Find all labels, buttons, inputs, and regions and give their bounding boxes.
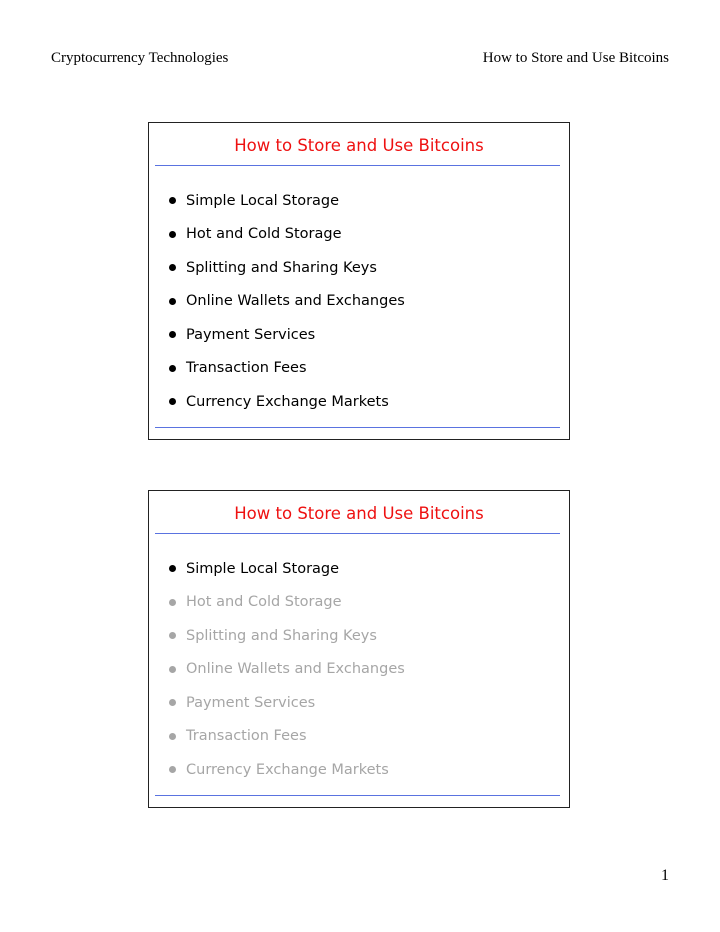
list-item [169,385,405,419]
bullet-text: Hot and Cold Storage [186,226,342,243]
bullet-text: Payment Services [186,326,316,343]
slide-1 [148,122,570,440]
bullet-text: Transaction Fees [186,728,307,745]
bullet-text: Online Wallets and Exchanges [186,661,405,678]
bullet-icon [169,733,176,740]
list-item [169,184,405,218]
bullet-text: Currency Exchange Markets [186,761,389,778]
title-divider [155,533,560,534]
bullet-icon [169,632,176,639]
title-divider [155,165,560,166]
bullet-list [169,184,405,419]
list-item [169,352,405,386]
list-item [169,586,405,620]
list-item [169,318,405,352]
bullet-list [169,552,405,787]
page-number: 1 [661,867,669,884]
list-item [169,653,405,687]
footer-divider [155,427,560,428]
list-item [169,552,405,586]
bullet-text: Hot and Cold Storage [186,594,342,611]
bullet-icon [169,766,176,773]
page-header-left: Cryptocurrency Technologies [51,50,229,66]
bullet-text: Transaction Fees [186,360,307,377]
list-item [169,753,405,787]
bullet-icon [169,599,176,606]
bullet-text: Online Wallets and Exchanges [186,293,405,310]
list-item [169,251,405,285]
slide-2 [148,490,570,808]
bullet-text: Payment Services [186,694,316,711]
list-item [169,720,405,754]
bullet-icon [169,331,176,338]
bullet-icon [169,666,176,673]
page-header-right: How to Store and Use Bitcoins [482,50,669,66]
bullet-icon [169,365,176,372]
list-item [169,285,405,319]
bullet-icon [169,298,176,305]
bullet-icon [169,699,176,706]
slide-title: How to Store and Use Bitcoins [234,136,484,155]
bullet-icon [169,231,176,238]
bullet-icon [169,565,176,572]
bullet-text: Splitting and Sharing Keys [186,259,377,276]
bullet-text: Currency Exchange Markets [186,393,389,410]
list-item [169,686,405,720]
bullet-text: Simple Local Storage [186,560,340,577]
list-item [169,619,405,653]
list-item [169,218,405,252]
bullet-text: Splitting and Sharing Keys [186,627,377,644]
slide-title: How to Store and Use Bitcoins [234,504,484,523]
bullet-text: Simple Local Storage [186,192,340,209]
bullet-icon [169,398,176,405]
bullet-icon [169,264,176,271]
footer-divider [155,795,560,796]
bullet-icon [169,197,176,204]
